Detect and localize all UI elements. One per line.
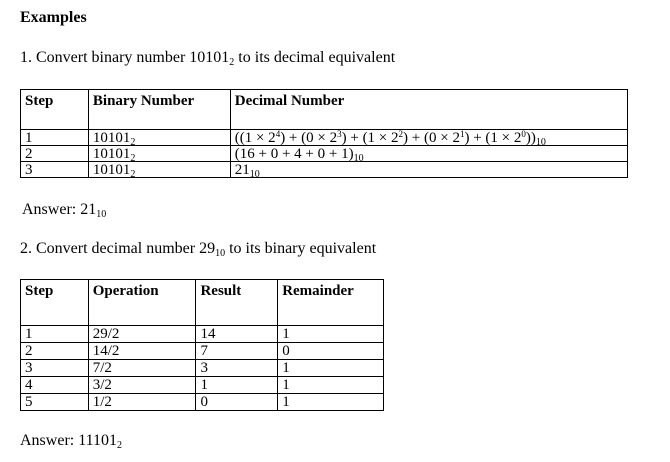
- decimal-cell: [230, 146, 627, 162]
- example-2-suffix: to its binary equivalent: [225, 240, 377, 257]
- expansion-part: ((1 × 2: [234, 130, 276, 146]
- step-cell: 5: [21, 394, 89, 411]
- decimal-to-binary-table: [20, 279, 384, 411]
- step-cell: 2: [21, 343, 89, 360]
- remainder-cell: 1: [278, 360, 384, 377]
- binary-value: 10101: [92, 162, 131, 178]
- col-header-step: Step: [21, 90, 89, 130]
- exponent: 2: [398, 129, 404, 139]
- expansion-part: )): [525, 130, 536, 146]
- result-cell: 1: [196, 377, 278, 394]
- example-2-base: 10: [215, 248, 226, 259]
- exponent: 3: [337, 129, 342, 139]
- example-1-suffix: to its decimal equivalent: [234, 49, 396, 66]
- binary-cell: [88, 146, 230, 162]
- result-cell: 3: [196, 360, 278, 377]
- remainder-cell: 1: [278, 326, 384, 343]
- binary-base: 2: [130, 169, 136, 180]
- table-row: [21, 162, 628, 178]
- answer-label: Answer: 11101: [20, 432, 118, 449]
- table-row: [21, 360, 384, 377]
- remainder-cell: 1: [278, 377, 384, 394]
- decimal-result: 21: [234, 162, 250, 178]
- step-cell: 3: [21, 162, 89, 178]
- result-cell: 14: [196, 326, 278, 343]
- page-heading: Examples: [20, 9, 87, 26]
- expansion-part: ) + (1 × 2: [341, 130, 399, 146]
- example-1-base: 2: [229, 57, 235, 68]
- exponent: 1: [459, 129, 465, 139]
- expansion-part: ) + (0 × 2: [403, 130, 460, 146]
- operation-cell: 1/2: [88, 394, 196, 411]
- table-row: [21, 377, 384, 394]
- example-2-prompt: [20, 240, 376, 258]
- answer-base: 2: [117, 440, 123, 451]
- table-row: [21, 326, 384, 343]
- col-header-decimal-number: Decimal Number: [230, 90, 627, 130]
- example-1-prefix: 1. Convert binary number 10101: [20, 49, 230, 66]
- step-cell: 2: [21, 146, 89, 162]
- col-header-operation: Operation: [88, 280, 196, 326]
- step-cell: 4: [21, 377, 89, 394]
- example-2-answer: [20, 432, 122, 450]
- result-cell: 7: [196, 343, 278, 360]
- table-row: [21, 394, 384, 411]
- col-header-result: Result: [196, 280, 278, 326]
- operation-cell: 14/2: [88, 343, 196, 360]
- example-1-prompt: [20, 49, 395, 67]
- example-1-answer: [22, 201, 106, 219]
- decimal-base: 10: [535, 137, 546, 148]
- table-header-row: [21, 280, 384, 326]
- expansion-part: ) + (1 × 2: [464, 130, 522, 146]
- col-header-step: Step: [21, 280, 89, 326]
- step-cell: 1: [21, 130, 89, 146]
- table-header-row: [21, 90, 628, 130]
- example-2-prefix: 2. Convert decimal number 29: [20, 240, 216, 257]
- operation-cell: 3/2: [88, 377, 196, 394]
- decimal-base: 10: [249, 169, 260, 180]
- binary-base: 2: [130, 153, 136, 164]
- decimal-cell: [230, 130, 627, 146]
- col-header-binary-number: Binary Number: [88, 90, 230, 130]
- answer-base: 10: [96, 209, 107, 220]
- result-cell: 0: [196, 394, 278, 411]
- binary-base: 2: [130, 137, 136, 148]
- expansion-part: ) + (0 × 2: [280, 130, 338, 146]
- binary-cell: [88, 162, 230, 178]
- decimal-cell: [230, 162, 627, 178]
- table-row: [21, 130, 628, 146]
- table-row: [21, 343, 384, 360]
- step-cell: 3: [21, 360, 89, 377]
- answer-label: Answer: 21: [22, 201, 97, 218]
- binary-cell: [88, 130, 230, 146]
- binary-value: 10101: [92, 130, 131, 146]
- sum-expression: (16 + 0 + 4 + 0 + 1): [234, 146, 354, 162]
- step-cell: 1: [21, 326, 89, 343]
- binary-value: 10101: [92, 146, 131, 162]
- decimal-base: 10: [353, 153, 364, 164]
- binary-to-decimal-table: [20, 89, 628, 178]
- remainder-cell: 0: [278, 343, 384, 360]
- exponent: 0: [521, 129, 526, 139]
- operation-cell: 7/2: [88, 360, 196, 377]
- exponent: 4: [275, 129, 281, 139]
- remainder-cell: 1: [278, 394, 384, 411]
- col-header-remainder: Remainder: [278, 280, 384, 326]
- operation-cell: 29/2: [88, 326, 196, 343]
